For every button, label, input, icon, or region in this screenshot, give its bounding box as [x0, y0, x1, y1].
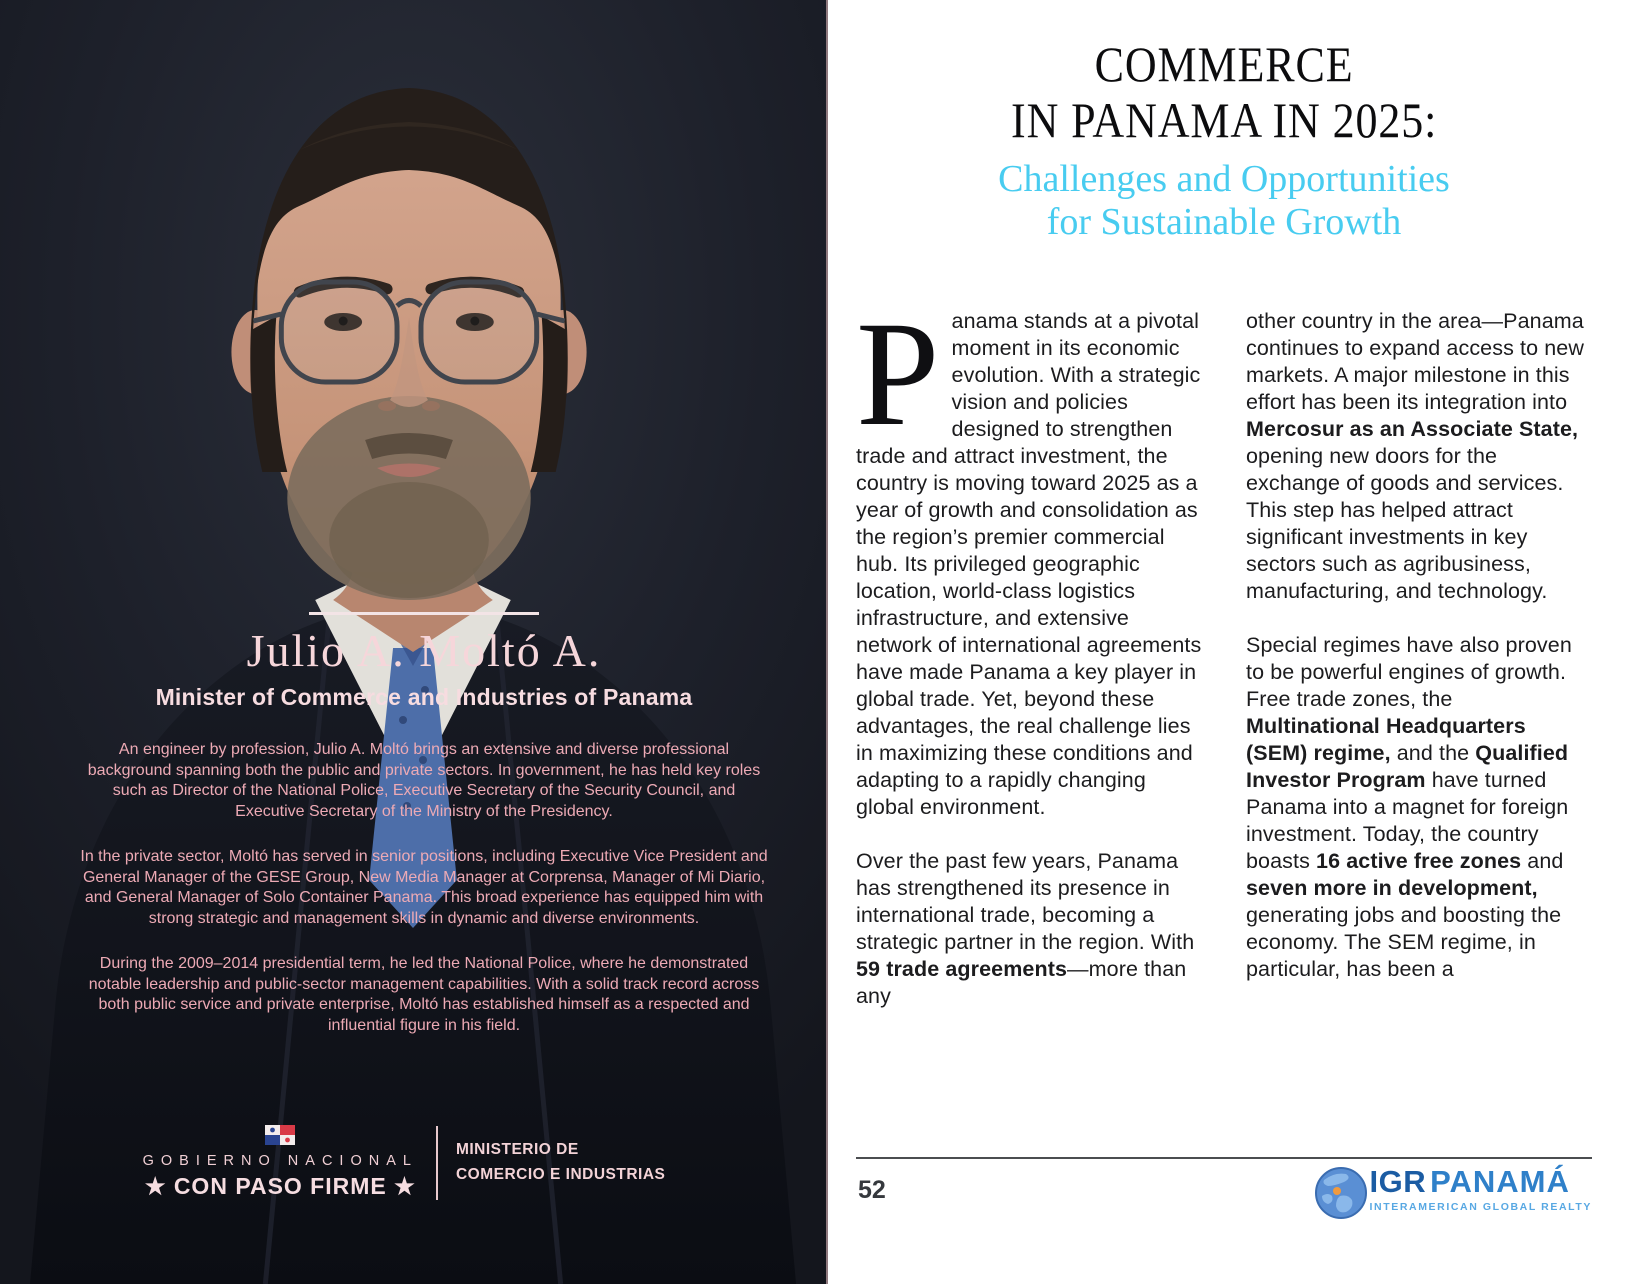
right-page	[828, 0, 1650, 1284]
left-page-text-overlay	[22, 0, 826, 1284]
drop-cap: P	[856, 291, 940, 457]
footer-rule	[856, 1157, 1592, 1159]
body-paragraph: Panama stands at a pivotal moment in its economic evolution. With a strategic vision and policies designed to strengthen trade and attract investment, the country is moving toward 2025 as a year of growth and consolidation as the region’s premier commercial hub. Its privileged geographic location, world-class logistics infrastructure, and extensive network of international agreements have made Panama a key player in global trade. Yet, beyond these advantages, the real challenge lies in maximizing these conditions and adapting to a rapidly changing global environment.	[856, 291, 1202, 819]
ministry-line2: COMERCIO E INDUSTRIAS	[455, 1165, 666, 1183]
article-column-2	[1246, 308, 1592, 1037]
ministry-line1: MINISTERIO DE	[455, 1141, 579, 1159]
igr-logo-text	[1370, 1164, 1592, 1213]
article-subtitle	[856, 158, 1592, 244]
name-divider-rule	[309, 612, 539, 615]
minister-role: Minister of Commerce and Industries of Panama	[155, 684, 693, 710]
panama-flag-icon	[265, 1125, 295, 1145]
gobierno-nacional-block	[143, 1125, 418, 1200]
minister-name: Julio A. Moltó A.	[246, 625, 602, 676]
gobierno-nacional-label: GOBIERNO NACIONAL	[142, 1153, 418, 1169]
ministry-block	[456, 1138, 665, 1186]
globe-icon	[1314, 1166, 1368, 1220]
bio-paragraph: An engineer by profession, Julio A. Moltó brings an extensive and diverse professional background spanning both the public and private sectors. In government, he has held key roles such as Director of the National Police, Executive Secretary of the Security Council, and Executive Secretary of the Ministry of the Presidency.	[87, 741, 761, 820]
body-paragraph: Special regimes have also proven to be powerful engines of growth. Free trade zones, the Multinational Headquarters (SEM) regime, and the Qualified Investor Program have turned Panama into a magnet for foreign investment. Today, the country boasts 16 active free zones and seven more in development, generating jobs and boosting the economy. The SEM regime, in particular, has been a	[1246, 633, 1572, 981]
article-header	[856, 0, 1592, 244]
footer-vertical-divider	[436, 1126, 438, 1200]
body-paragraph: other country in the area—Panama continues to expand access to new markets. A major milestone in this effort has been its integration into Mercosur as an Associate State, opening new doors for the exchange of goods and services. This step has helped attract significant investments in key sectors such as agribusiness, manufacturing, and technology.	[1246, 309, 1584, 603]
article-title-line2: IN PANAMA IN 2025:	[1010, 92, 1438, 148]
article-subtitle-line2: for Sustainable Growth	[1046, 200, 1402, 243]
bio-paragraph: In the private sector, Moltó has served in senior positions, including Executive Vice President and General Manager of the GESE Group, New Media Manager at Corprensa, Manager of Mi Diario, and General Manager of Solo Container Panama. This broad experience has equipped him with strong strategic and management skills in dynamic and diverse environments.	[80, 848, 768, 927]
body-paragraph: Over the past few years, Panama has strengthened its presence in international trade, becoming a strategic partner in the region. With 59 trade agreements—more than any	[856, 849, 1195, 1008]
igr-abbr: IGR	[1369, 1164, 1427, 1199]
government-footer	[22, 1125, 786, 1200]
igr-tagline: INTERAMERICAN GLOBAL REALTY	[1369, 1201, 1592, 1213]
article-title-line1: COMMERCE	[1094, 36, 1354, 92]
article-title	[856, 36, 1592, 148]
article-body	[856, 291, 1592, 1037]
page-number: 52	[858, 1176, 886, 1204]
article-subtitle-line1: Challenges and Opportunities	[998, 158, 1450, 200]
bio-paragraph: During the 2009–2014 presidential term, he led the National Police, where he demonstrated notable leadership and public-sector management capabilities. With a solid track record across both public service and private enterprise, Moltó has established himself as a respected and influential figure in his field.	[88, 955, 760, 1034]
con-paso-firme-label: ★ CON PASO FIRME ★	[144, 1173, 416, 1199]
igr-panama-logo	[1314, 1164, 1592, 1220]
minister-bio	[79, 740, 769, 1036]
article-column-1	[856, 291, 1202, 1037]
igr-country: PANAMÁ	[1430, 1164, 1570, 1199]
